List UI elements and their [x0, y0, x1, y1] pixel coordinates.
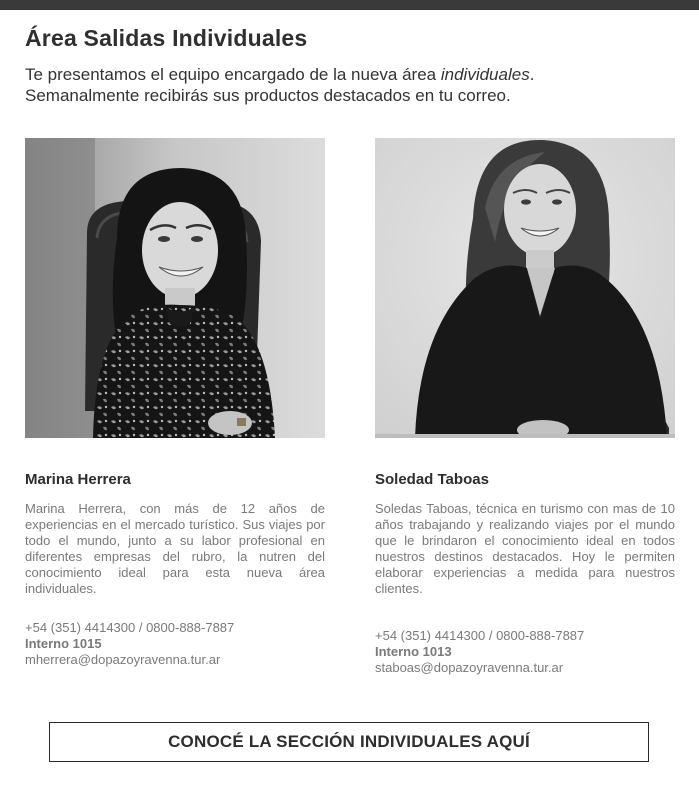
- individuales-section-button[interactable]: CONOCÉ LA SECCIÓN INDIVIDUALES AQUÍ: [49, 722, 649, 762]
- email-address[interactable]: staboas@dopazoyravenna.tur.ar: [375, 660, 564, 675]
- intro-text-start: Te presentamos el equipo encargado de la nueva área: [25, 65, 441, 84]
- intro-text-line2: Semanalmente recibirás sus productos destacados en tu correo.: [25, 86, 511, 105]
- extension: Interno 1013: [375, 644, 452, 659]
- team-member-bio: Soledas Taboas, técnica en turismo con mas de 10 años trabajando y realizando viajes por el mundo que le brindaron el conocimiento ideal en todos nuestros destinos destacados. Hoy le permiten elaborar experiencias a medida para nuestros clientes.: [375, 501, 675, 596]
- team-member-bio: Marina Herrera, con más de 12 años de experiencias en el mercado turístico. Sus viajes por todo el mundo, junto a su labor profesional en diferentes empresas del rubro, la nutren del conocimiento ideal para esta nueva área individuales.: [25, 501, 325, 596]
- team-member-name: Soledad Taboas: [375, 471, 489, 488]
- extension: Interno 1015: [25, 636, 102, 651]
- phone-numbers: +54 (351) 4414300 / 0800-888-7887: [25, 620, 235, 635]
- team-member-name: Marina Herrera: [25, 471, 131, 488]
- team-photo-soledad-taboas: [375, 138, 675, 438]
- team-photo-marina-herrera: [25, 138, 325, 438]
- team-member-contact: [25, 620, 325, 668]
- intro-text-end: .: [529, 65, 535, 84]
- page-title: Área Salidas Individuales: [25, 25, 308, 51]
- intro-emphasis: individuales: [440, 65, 530, 84]
- phone-numbers: +54 (351) 4414300 / 0800-888-7887: [375, 628, 585, 643]
- intro-text: [25, 64, 665, 106]
- team-member-contact: [375, 628, 675, 676]
- top-bar: [0, 0, 699, 10]
- email-address[interactable]: mherrera@dopazoyravenna.tur.ar: [25, 652, 221, 667]
